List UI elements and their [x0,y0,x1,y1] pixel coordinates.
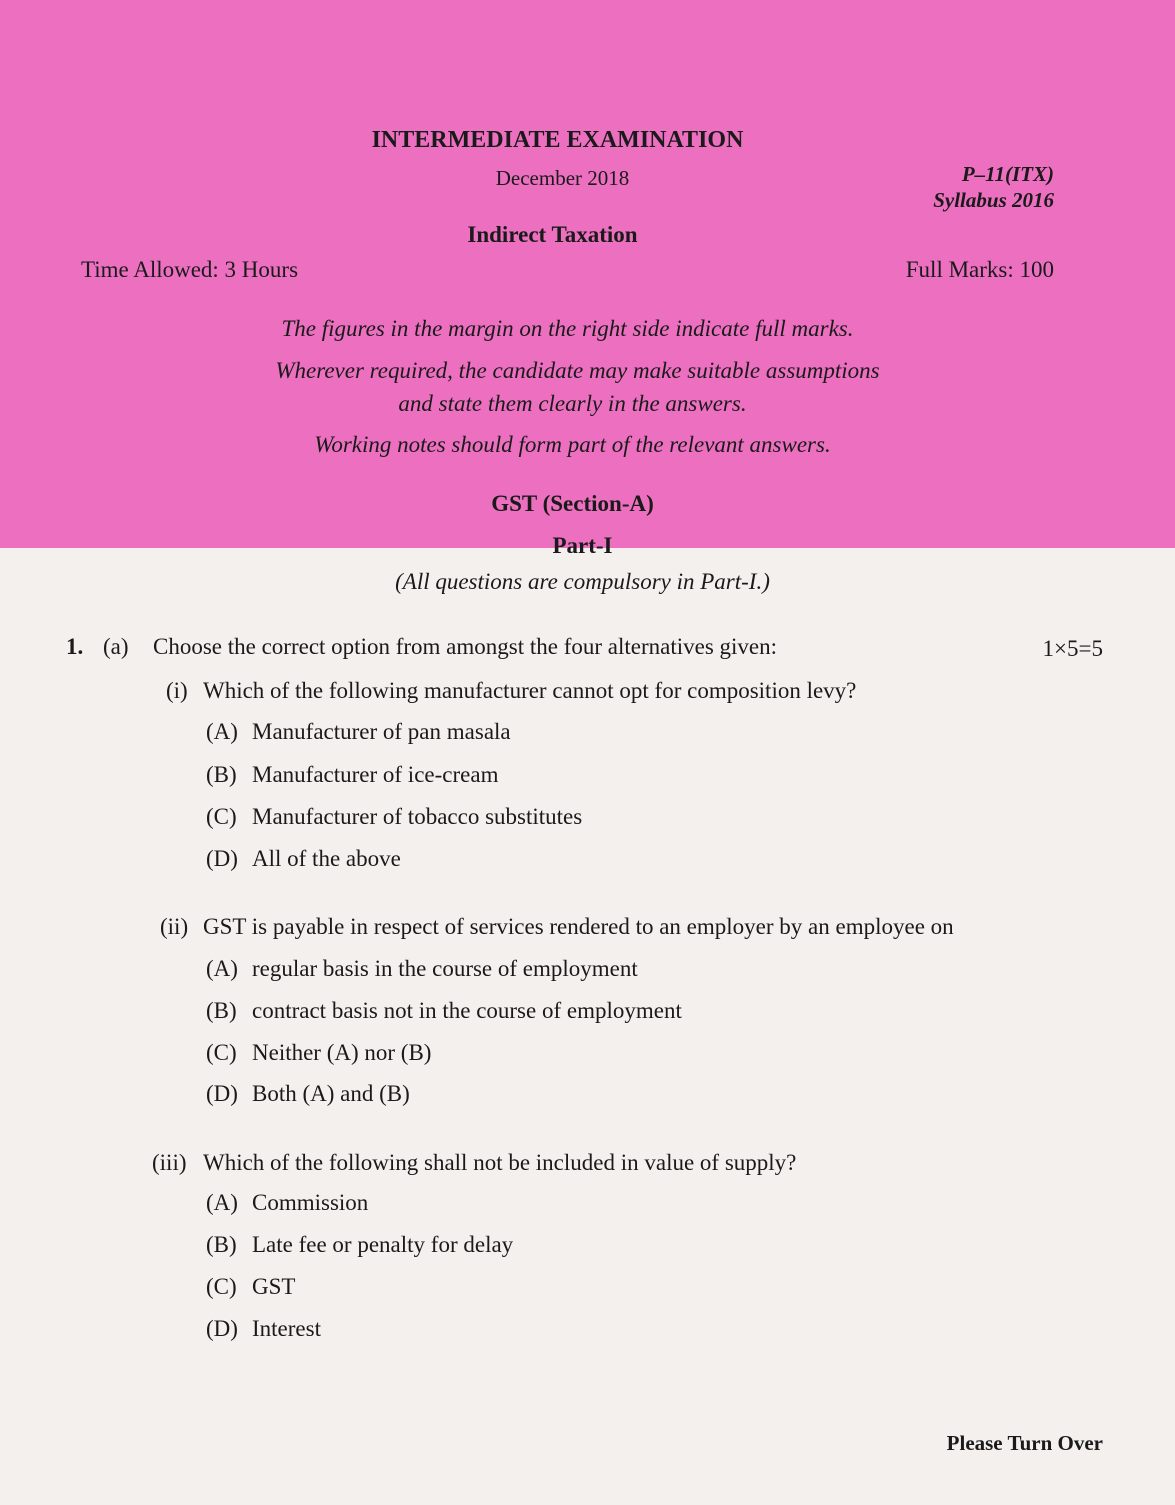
part-title: Part-I [552,533,613,558]
option: (D) All of the above [206,846,401,871]
option: (B) contract basis not in the course of employment [206,998,682,1023]
item-iii-text: Which of the following shall not be included in value of supply? [203,1150,797,1175]
option: (A) regular basis in the course of employment [206,956,638,981]
instruction-line-3: and state them clearly in the answers. [398,391,747,416]
please-turn-over: Please Turn Over [946,1431,1103,1455]
question-marks: 1×5=5 [1042,636,1103,661]
full-marks: Full Marks: 100 [905,257,1054,282]
option: (C) Neither (A) nor (B) [206,1040,432,1065]
question-number: 1. [66,634,84,659]
item-i-text: Which of the following manufacturer cannot opt for composition levy? [203,678,857,703]
option: (D) Both (A) and (B) [206,1081,410,1106]
section-title: GST (Section-A) [491,491,654,516]
option: (C) Manufacturer of tobacco substitutes [206,804,583,829]
item-i-num: (i) [166,678,188,703]
subject-title: Indirect Taxation [467,222,638,247]
exam-title: INTERMEDIATE EXAMINATION [371,127,744,153]
question-text: Choose the correct option from amongst the four alternatives given: [153,634,778,659]
syllabus: Syllabus 2016 [933,188,1054,212]
time-allowed: Time Allowed: 3 Hours [81,257,299,282]
instruction-line-2: Wherever required, the candidate may make suitable assumptions [275,358,880,383]
question-sub: (a) [103,634,129,659]
instruction-line-4: Working notes should form part of the relevant answers. [314,432,831,457]
paper-code: P–11(ITX) [961,162,1054,186]
option: (B) Late fee or penalty for delay [206,1232,514,1257]
item-ii-text: GST is payable in respect of services rendered to an employer by an employee on [203,914,954,939]
option: (A) Commission [206,1190,369,1215]
item-ii-num: (ii) [160,914,189,939]
part-note: (All questions are compulsory in Part-I.) [395,569,770,594]
exam-session: December 2018 [495,166,630,190]
option: (D) Interest [206,1316,321,1341]
option: (B) Manufacturer of ice-cream [206,762,499,787]
instruction-line-1: The figures in the margin on the right side indicate full marks. [281,316,854,341]
option: (C) GST [206,1274,296,1299]
item-iii-num: (iii) [152,1150,187,1175]
option: (A) Manufacturer of pan masala [206,719,511,744]
